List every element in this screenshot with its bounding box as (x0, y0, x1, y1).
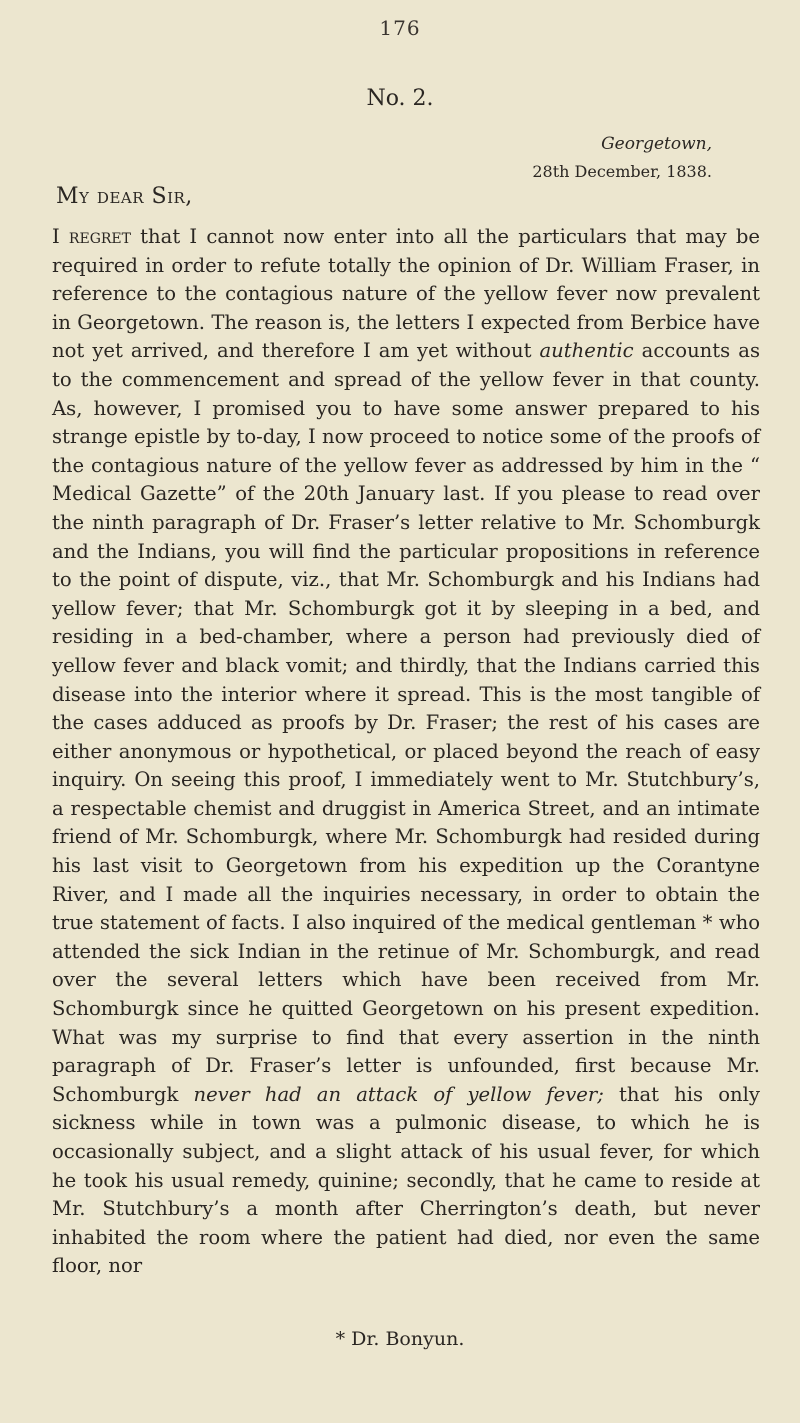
letter-body (52, 223, 760, 1281)
letter-place: Georgetown, (601, 134, 712, 154)
body-text-4: that his only sickness while in town was a pulmonic disease, to which he is occasionally subject, and a slight attack of his usual fever, for which he took his usual remedy, quinine; secondly, that he came to reside at Mr. Stutchbury’s a month after Cherrington’s death, but never inhabited the room where the patient had died, nor even the same floor, nor (52, 1082, 760, 1278)
salutation: My dear Sir, (56, 184, 193, 209)
body-text-2: accounts as to the commencement and spread of the yellow fever in that county. As, however, I promised you to have some answer prepared to his strange epistle by to-day, I now proceed to notice some of the proofs of the contagious nature of the yellow fever as addressed by him in the “ Medical Gazette” of the 20th January last. If you please to read over the ninth paragraph of Dr. Fraser’s letter relative to Mr. Schomburgk and the Indians, you will find the particular propositions in reference to the point of dispute, viz., that Mr. Schomburgk and his Indians had yellow fever; that Mr. Schomburgk got it by sleeping in a bed, and residing in a bed-chamber, where a person had previously died of yellow fever and black vomit; and thirdly, that the Indians carried this disease into the interior where it spread. This is the most tangible of the cases adduced as proofs by Dr. Fraser; the rest of his cases are either anonymous or hypothetical, or placed beyond the reach of easy inquiry. On seeing this proof, I immediately went to Mr. Stutchbury’s, a respectable chemist and druggist in America Street, and an intimate friend of Mr. Schomburgk, where Mr. Schomburgk had resided during his last visit to Georgetown from his expedition up the Corantyne River, and I made all the inquiries necessary, in order to obtain the true statement of facts. I also inquired of the medical gentleman (52, 339, 760, 935)
opening-words: I regret (52, 225, 131, 248)
footnote-reference: * (696, 911, 719, 935)
footnote: * Dr. Bonyun. (335, 1328, 465, 1350)
letter-number: No. 2. (366, 86, 434, 111)
italic-never-had-attack: never had an attack of yellow fever; (193, 1082, 604, 1106)
letter-date: 28th December, 1838. (532, 162, 712, 181)
italic-authentic: authentic (539, 339, 634, 363)
body-text-1: that I cannot now enter into all the particulars that may be required in order to refute totally the opinion of Dr. William Fraser, in reference to the contagious nature of the yellow fever now prevalent in Georgetown. The reason is, the letters I expected from Berbice have not yet arrived, and therefore I am yet without (52, 225, 760, 363)
body-text-3: who attended the sick Indian in the retinue of Mr. Schomburgk, and read over the several letters which have been received from Mr. Schomburgk since he quitted Georgetown on his present expedition. What was my surprise to find that every assertion in the ninth paragraph of Dr. Fraser’s letter is unfounded, first because Mr. Schomburgk (52, 911, 760, 1106)
page-number: 176 (379, 16, 421, 40)
